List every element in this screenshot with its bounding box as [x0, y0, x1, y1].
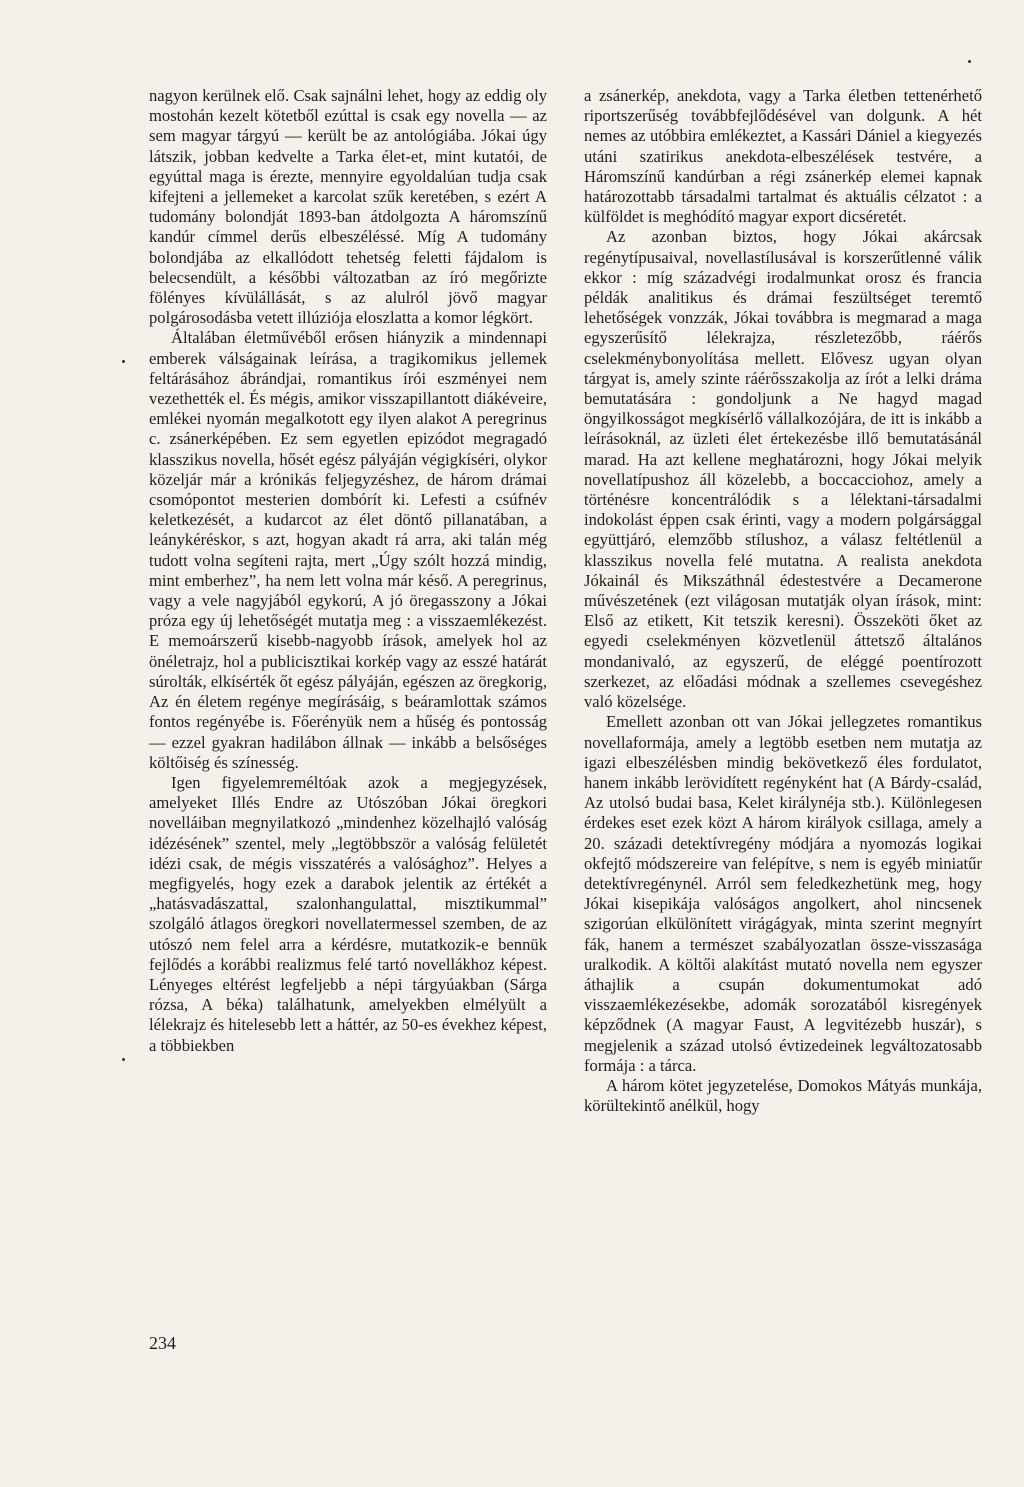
print-speck	[122, 1058, 125, 1061]
left-paragraph-2: Általában életművéből erősen hiányzik a mindennapi emberek válságainak leírása, a tragikomikus jellemek feltárásához ábrándjai, romantikus írói eszményei nem vezethették el. És mégis, amikor visszapillantott diákéveire, emlékei nyomán megalkotott egy ilyen alakot A peregrinus c. zsánerképében. Ez sem egyetlen epizódot megragadó klasszikus novella, hősét egész pályáján végigkíséri, olykor közeljár már a krónikás feljegyzéshez, de három drámai csomópontot mesterien dombórít ki. Lefesti a csúfnév keletkezését, a kudarcot az élet döntő pillanatában, a leánykéréskor, s azt, hogyan akadt rá arra, aki talán még tudott volna segíteni rajta, mert „Úgy szólt hozzá mindig, mint emberhez”, ha nem lett volna már késő. A peregrinus, vagy a vele nagyjából egykorú, A jó öregasszony a Jókai próza egy új lehetőségét mutatja meg : a visszaemlékezést. E memoárszerű kisebb-nagyobb írások, amelyek hol az önéletrajz, hol a publicisztikai korkép vagy az esszé határát súrolták, elkísérték őt egész pályáján, egészen az öregkorig, Az én életem regénye megírásáig, s beáramlottak számos fontos regényébe is. Főerényük nem a hűség és pontosság — ezzel gyakran hadilábon állnak — inkább a belsőséges költőiség és színesség.	[149, 328, 547, 772]
left-paragraph-3: Igen figyelemreméltóak azok a megjegyzések, amelyeket Illés Endre az Utószóban Jókai öregkori novelláiban megnyilatkozó „mindenhez közelhajló valóság idézésének” szentel, mely „legtöbbször a valóság felületét idézi csak, de mégis visszatérés a valósághoz”. Helyes a megfigyelés, hogy ezek a darabok jelentik az értékét a „hatásvadászattal, szalonhangulattal, misztikummal” szolgáló átlagos öregkori novellatermessel szemben, de az utószó nem felel arra a kérdésre, mutatkozik-e bennük fejlődés a korábbi realizmus felé tartó novellákhoz képest. Lényeges eltérést legfeljebb a népi tárgyúakban (Sárga rózsa, A béka) találhatunk, amelyekben elmélyült a lélekrajz és hitelesebb lett a háttér, az 50-es évekhez képest, a többiekben	[149, 772, 547, 1055]
right-paragraph-3: Emellett azonban ott van Jókai jellegzetes romantikus novellaformája, amely a legtöbb esetben nem mutatja az igazi elbeszélésben mindig bekövetkező éles fordulatot, hanem inkább lerövidített regényként hat (A Bárdy-család, Az utolsó budai basa, Kelet királynéja stb.). Különlegesen érdekes eset ezek közt A három királyok csillaga, amely a 20. századi detektívregény módjára a nyomozás logikai okfejtő módszereire van felépítve, s nem is egyéb miniatűr detektívregénynél. Arról sem feledkezhetünk meg, hogy Jókai kisepikája valóságos angolkert, ahol nincsenek szigorúan elkülönített virágágyak, minta szerint megnyírt fák, hanem a természet szabályozatlan össze-visszasága uralkodik. A költői alakítást mutató novella nem egyszer áthajlik a csupán dokumentumokat adó visszaemlékezésekbe, adomák sorozatából kisregények képződnek (A magyar Faust, A legvitézebb huszár), s megjelenik a század utolsó évtizedeinek legváltozatosabb formája : a tárca.	[584, 712, 982, 1075]
right-column	[584, 86, 982, 1116]
page-number: 234	[149, 1333, 176, 1353]
print-speck	[122, 360, 125, 363]
left-column	[149, 86, 547, 1056]
left-paragraph-1: nagyon kerülnek elő. Csak sajnálni lehet, hogy az eddig oly mostohán kezelt kötetből ezúttal is csak egy novella — az sem magyar tárgyú — került be az antológiába. Jókai úgy látszik, jobban kedvelte a Tarka élet-et, mint kutatói, de egyúttal maga is érezte, mennyire egyoldalúan tudja csak kifejteni a jellemeket a karcolat szűk keretében, s ezért A tudomány bolondját 1893-ban átdolgozta A háromszínű kandúr címmel derűs elbeszéléssé. Míg A tudomány bolondjába az elkallódott tehetség feletti fájdalom is belecsendült, a későbbi változatban az író megőrizte fölényes kívülállását, s az alulról jövő magyar polgárosodásba vetett illúziója eloszlatta a komor légkört.	[149, 86, 547, 328]
print-speck	[968, 60, 971, 63]
right-paragraph-2: Az azonban biztos, hogy Jókai akárcsak regénytípusaival, novellastílusával is korszerűtlenné válik ekkor : míg századvégi irodalmunkat orosz és francia példák analitikus és drámai feszültséget teremtő lehetőségek vonzzák, Jókai továbbra is megmarad a maga egyszerűsítő lélekrajza, részletezőbb, ráérős cselekménybonyolítása mellett. Elővesz ugyan olyan tárgyat is, amely szinte ráérősszakolja az írót a lelki dráma bemutatására : gondoljunk a Ne hagyd magad öngyilkosságot megkísérlő vállalkozójára, de itt is inkább a leírásoknál, az üzleti élet értekezésbe illő bemutatásánál marad. Ha azt kellene meghatározni, hogy Jókai melyik novellatípushoz áll közelebb, a boccacciohoz, amely a történésre koncentrálódik s a lélektani-társadalmi indokolást éppen csak érinti, vagy a modern polgársággal együttjáró, elemzőbb stílushoz, a válasz feltétlenül a klasszikus novella felé mutatna. A realista anekdota Jókainál és Mikszáthnál édestestvére a Decamerone művészetének (ezt világosan mutatják olyan írások, mint: Első az etikett, Kit tetszik keresni). Összeköti őket az egyedi cselekményen közvetlenül áttetsző általános mondanivaló, az egyszerű, de eléggé poentírozott szerkezet, az előadási módnak a szellemes csevegéshez való közelsége.	[584, 227, 982, 712]
right-paragraph-4: A három kötet jegyzetelése, Domokos Mátyás munkája, körültekintő anélkül, hogy	[584, 1075, 982, 1116]
right-paragraph-1: a zsánerkép, anekdota, vagy a Tarka életben tettenérhető riportszerűség továbbfejlődésével van dolgunk. A hét nemes az utóbbira emlékeztet, a Kassári Dániel a kiegyezés utáni szatirikus anekdota-elbeszélések testvére, a Háromszínű kandúrban a régi zsánerkép elemei kapnak határozottabb társadalmi tartalmat és aktuális célzatot : a külföldet is meghódító magyar export dicséretét.	[584, 86, 982, 227]
